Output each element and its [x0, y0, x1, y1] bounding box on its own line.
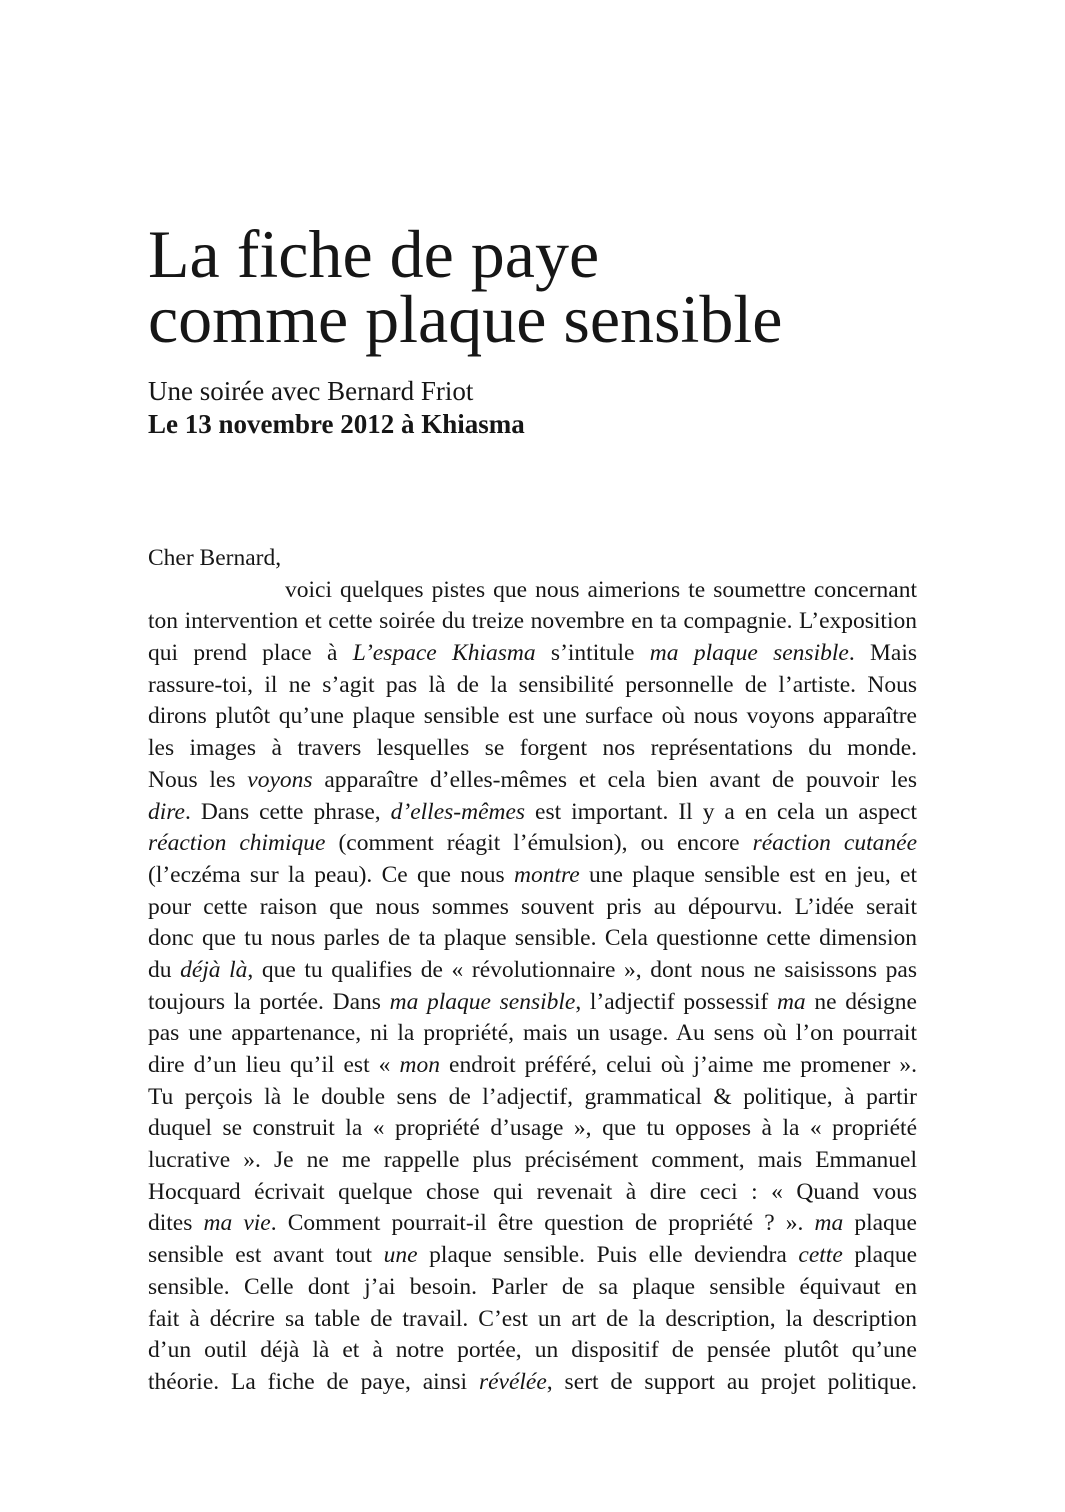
- letter-lines: [148, 575, 917, 1399]
- date-location: Le 13 novembre 2012 à Khiasma: [148, 409, 525, 439]
- text-line: toujours la portée. Dans ma plaque sensible, l’adjectif possessif ma ne désigne: [148, 988, 917, 1015]
- text-line: les images à travers lesquelles se forgent nos représentations du monde.: [148, 735, 917, 762]
- text-line: d’un outil déjà là et à notre portée, un dispositif de pensée plutôt qu’une: [148, 1337, 917, 1364]
- letter-body: [148, 543, 917, 1399]
- text-line: dites ma vie. Comment pourrait-il être question de propriété ? ». ma plaque: [148, 1210, 917, 1237]
- text-line: ton intervention et cette soirée du treize novembre en ta compagnie. L’exposition: [148, 608, 917, 635]
- page-title-line-1: La fiche de paye: [148, 216, 600, 292]
- page-title: [148, 216, 783, 357]
- page-title-line-2: comme plaque sensible: [148, 281, 783, 357]
- salutation: Cher Bernard,: [148, 545, 282, 571]
- text-line: fait à décrire sa table de travail. C’est un art de la description, la description: [148, 1305, 917, 1332]
- text-line: pas une appartenance, ni la propriété, mais un usage. Au sens où l’on pourrait: [148, 1020, 917, 1047]
- text-line: réaction chimique (comment réagit l’émulsion), ou encore réaction cutanée: [148, 830, 917, 857]
- text-line: qui prend place à L’espace Khiasma s’intitule ma plaque sensible. Mais: [148, 640, 917, 667]
- text-line: duquel se construit la « propriété d’usage », que tu opposes à la « propriété: [148, 1115, 917, 1142]
- subtitle: Une soirée avec Bernard Friot: [148, 376, 474, 406]
- text-line: sensible est avant tout une plaque sensible. Puis elle deviendra cette plaque: [148, 1242, 918, 1269]
- text-line: sensible. Celle dont j’ai besoin. Parler de sa plaque sensible équivaut en: [148, 1273, 917, 1300]
- text-line: voici quelques pistes que nous aimerions te soumettre concernant: [285, 576, 917, 603]
- text-line: Hocquard écrivait quelque chose qui revenait à dire ceci : « Quand vous: [148, 1178, 917, 1205]
- text-line: (l’eczéma sur la peau). Ce que nous montre une plaque sensible est en jeu, et: [148, 861, 917, 888]
- text-line: lucrative ». Je ne me rappelle plus précisément comment, mais Emmanuel: [148, 1147, 917, 1174]
- text-line: donc que tu nous parles de ta plaque sensible. Cela questionne cette dimension: [148, 925, 917, 952]
- text-line: Nous les voyons apparaître d’elles-mêmes et cela bien avant de pouvoir les: [148, 766, 917, 793]
- text-line: pour cette raison que nous sommes souvent pris au dépourvu. L’idée serait: [148, 893, 917, 920]
- text-line: rassure-toi, il ne s’agit pas là de la sensibilité personnelle de l’artiste. Nous: [148, 671, 917, 698]
- text-line: dirons plutôt qu’une plaque sensible est une surface où nous voyons apparaître: [148, 703, 917, 730]
- text-line: dire d’un lieu qu’il est « mon endroit préféré, celui où j’aime me promener ».: [148, 1052, 918, 1078]
- text-line: dire. Dans cette phrase, d’elles-mêmes est important. Il y a en cela un aspect: [148, 798, 917, 825]
- text-line: théorie. La fiche de paye, ainsi révélée, sert de support au projet politique.: [148, 1368, 917, 1395]
- text-line: du déjà là, que tu qualifies de « révolutionnaire », dont nous ne saisissons pas: [148, 956, 917, 983]
- text-line: Tu perçois là le double sens de l’adjectif, grammatical & politique, à partir: [148, 1083, 917, 1110]
